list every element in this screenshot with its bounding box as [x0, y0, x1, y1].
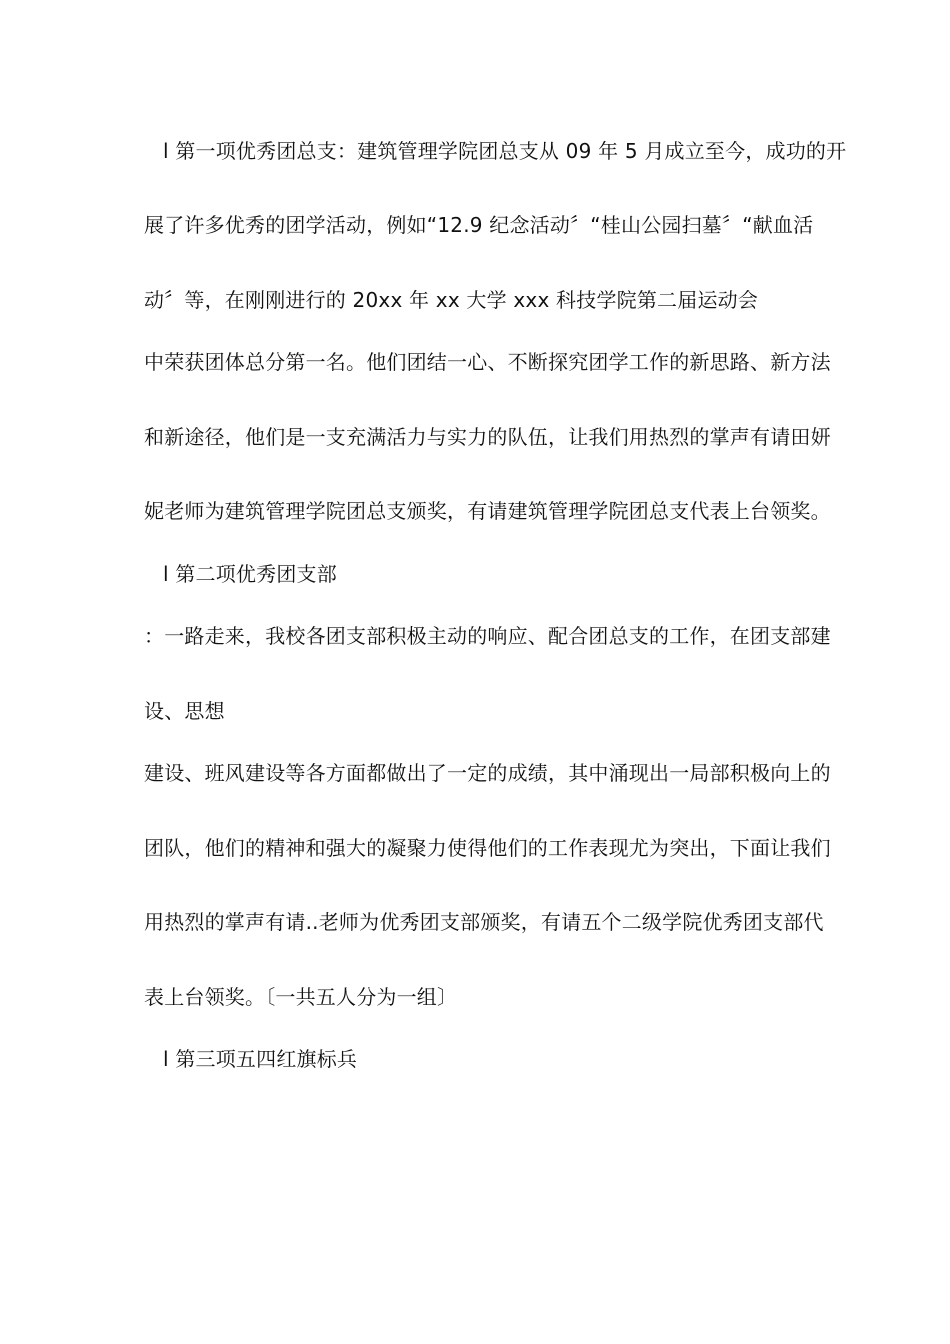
paragraph-line: 和新途径，他们是一支充满活力与实力的队伍，让我们用热烈的掌声有请田妍 — [144, 425, 831, 449]
paragraph-line: l 第一项优秀团总支：建筑管理学院团总支从 09 年 5 月成立至今，成功的开 — [163, 139, 847, 163]
paragraph-line: ：一路走来，我校各团支部积极主动的响应、配合团总支的工作，在团支部建 — [144, 624, 831, 648]
paragraph-line: 建设、班风建设等各方面都做出了一定的成绩，其中涌现出一局部积极向上的 — [144, 761, 831, 785]
paragraph-line: 妮老师为建筑管理学院团总支颁奖，有请建筑管理学院团总支代表上台领奖。 — [144, 499, 831, 523]
paragraph-line: 团队，他们的精神和强大的凝聚力使得他们的工作表现尤为突出，下面让我们 — [144, 836, 831, 860]
paragraph-line: 设、思想 — [144, 699, 225, 723]
paragraph-line: 用热烈的掌声有请..老师为优秀团支部颁奖，有请五个二级学院优秀团支部代 — [144, 910, 824, 934]
paragraph-line: 动〞等，在刚刚进行的 20xx 年 xx 大学 xxx 科技学院第二届运动会 — [144, 288, 759, 312]
section-heading: l 第三项五四红旗标兵 — [163, 1047, 358, 1071]
paragraph-line: 中荣获团体总分第一名。他们团结一心、不断探究团学工作的新思路、新方法 — [144, 350, 831, 374]
paragraph-line: 展了许多优秀的团学活动，例如“12.9 纪念活动〞“桂山公园扫墓〞“献血活 — [144, 213, 814, 237]
paragraph-line: 表上台领奖。〔一共五人分为一组〕 — [144, 985, 458, 1009]
section-heading: l 第二项优秀团支部 — [163, 562, 337, 586]
